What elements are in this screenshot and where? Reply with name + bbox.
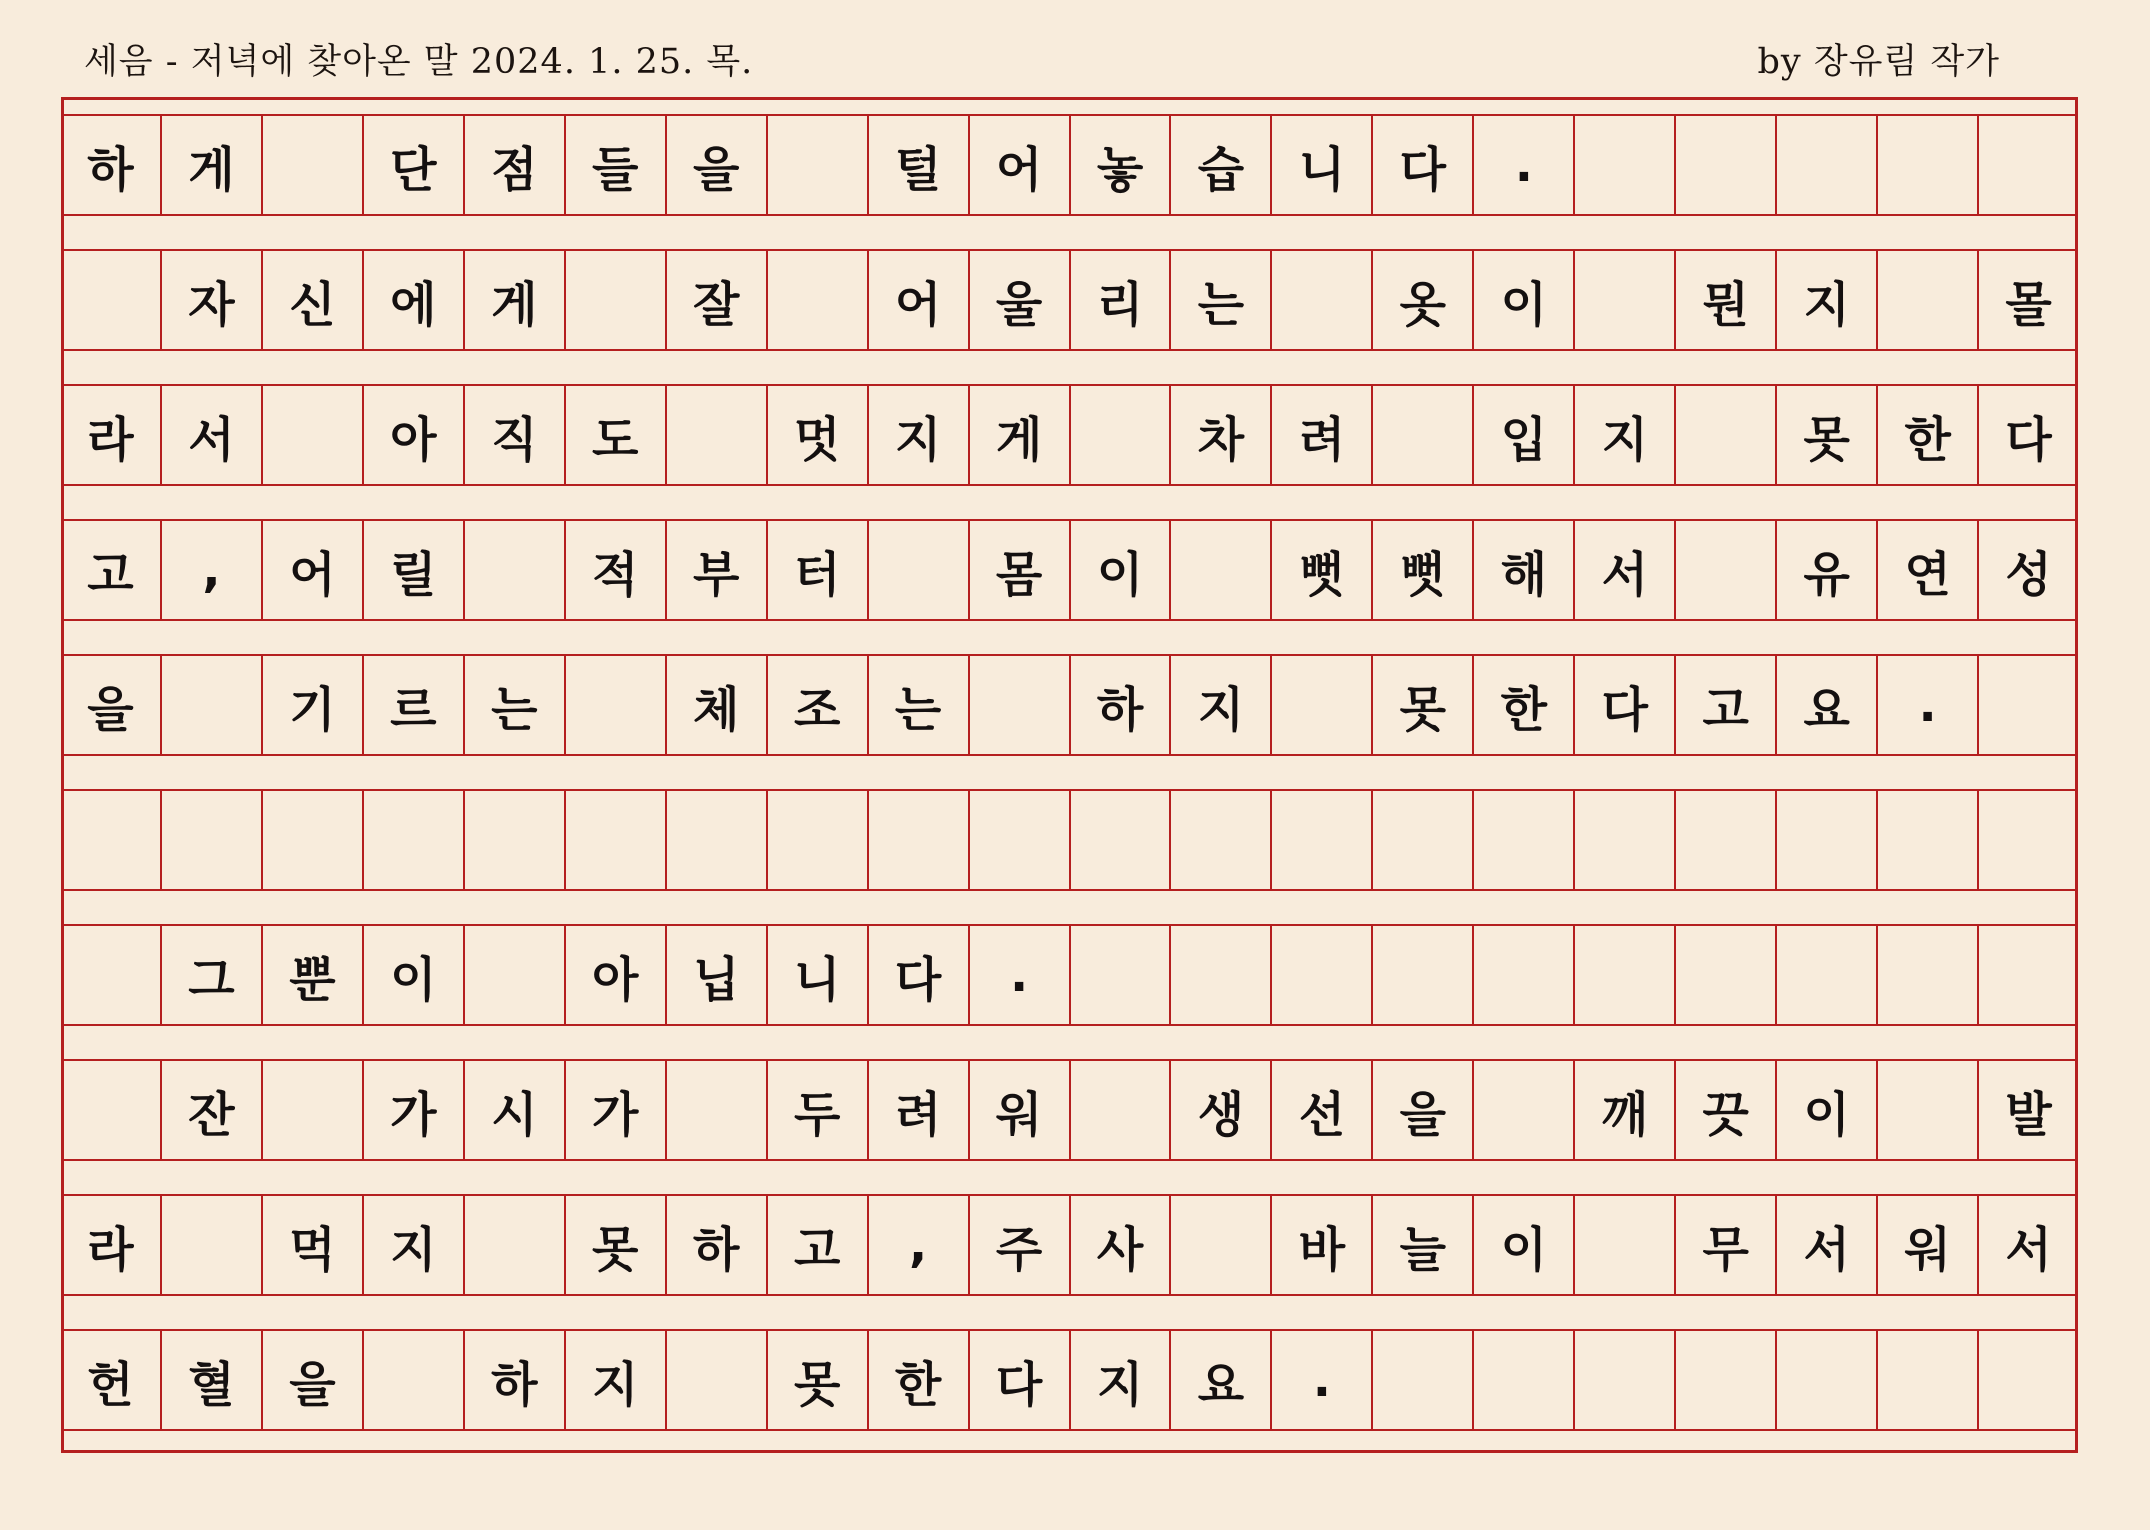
manuscript-cell	[1676, 791, 1777, 889]
manuscript-cell: 잘	[667, 251, 768, 349]
manuscript-cell	[1474, 1331, 1575, 1429]
manuscript-cell	[1575, 791, 1676, 889]
manuscript-cell: 못	[1373, 656, 1474, 754]
manuscript-cell: 못	[566, 1196, 667, 1294]
manuscript-cell	[162, 1196, 263, 1294]
manuscript-cell: 그	[162, 926, 263, 1024]
manuscript-cell: 연	[1878, 521, 1979, 619]
manuscript-cell	[566, 656, 667, 754]
manuscript-cell	[970, 791, 1071, 889]
manuscript-cell: 서	[1575, 521, 1676, 619]
manuscript-cell: 신	[263, 251, 364, 349]
manuscript-cell	[1272, 791, 1373, 889]
manuscript-cell: 을	[61, 656, 162, 754]
manuscript-cell: 서	[1777, 1196, 1878, 1294]
author-credit: by 장유림 작가	[1757, 42, 2000, 82]
manuscript-cell: 는	[869, 656, 970, 754]
manuscript-cell	[1474, 926, 1575, 1024]
manuscript-cell: 뿐	[263, 926, 364, 1024]
manuscript-cell: 직	[465, 386, 566, 484]
manuscript-cell	[162, 791, 263, 889]
manuscript-row	[61, 384, 2078, 486]
manuscript-cell: 어	[869, 251, 970, 349]
manuscript-cell: 라	[61, 386, 162, 484]
manuscript-cell	[1575, 926, 1676, 1024]
manuscript-cell: 터	[768, 521, 869, 619]
manuscript-cell: ,	[162, 521, 263, 619]
manuscript-cell: 라	[61, 1196, 162, 1294]
manuscript-cell	[1171, 926, 1272, 1024]
manuscript-cell: 르	[364, 656, 465, 754]
manuscript-cell: 아	[566, 926, 667, 1024]
manuscript-cell: 을	[667, 116, 768, 214]
manuscript-cell	[1676, 116, 1777, 214]
manuscript-cell: 서	[162, 386, 263, 484]
manuscript-cell: 점	[465, 116, 566, 214]
manuscript-cell: 시	[465, 1061, 566, 1159]
manuscript-cell: 고	[1676, 656, 1777, 754]
manuscript-cell	[1272, 926, 1373, 1024]
manuscript-cell: 늘	[1373, 1196, 1474, 1294]
manuscript-cell: 지	[869, 386, 970, 484]
manuscript-cell: 멋	[768, 386, 869, 484]
manuscript-cell: 뭔	[1676, 251, 1777, 349]
manuscript-cell: 끗	[1676, 1061, 1777, 1159]
manuscript-cell: 다	[1575, 656, 1676, 754]
manuscript-cell: 기	[263, 656, 364, 754]
manuscript-cell	[1676, 386, 1777, 484]
manuscript-cell: 다	[1373, 116, 1474, 214]
manuscript-cell	[1575, 251, 1676, 349]
manuscript-cell: 고	[768, 1196, 869, 1294]
manuscript-cell: 이	[364, 926, 465, 1024]
manuscript-cell	[970, 656, 1071, 754]
manuscript-cell: 에	[364, 251, 465, 349]
manuscript-cell	[263, 1061, 364, 1159]
manuscript-cell: 도	[566, 386, 667, 484]
manuscript-cell: 놓	[1071, 116, 1172, 214]
manuscript-cell: 먹	[263, 1196, 364, 1294]
manuscript-cell	[465, 926, 566, 1024]
manuscript-cell: ,	[869, 1196, 970, 1294]
manuscript-cell: 을	[263, 1331, 364, 1429]
manuscript-row	[61, 1059, 2078, 1161]
manuscript-cell	[1575, 116, 1676, 214]
manuscript-cell	[1979, 656, 2078, 754]
manuscript-cell: 어	[263, 521, 364, 619]
manuscript-row	[61, 1194, 2078, 1296]
manuscript-cell: .	[1272, 1331, 1373, 1429]
manuscript-cell: 워	[1878, 1196, 1979, 1294]
manuscript-cell	[1777, 1331, 1878, 1429]
manuscript-cell	[768, 791, 869, 889]
manuscript-cell	[1373, 791, 1474, 889]
manuscript-cell: 뻣	[1373, 521, 1474, 619]
manuscript-cell	[1777, 791, 1878, 889]
manuscript-cell: 가	[364, 1061, 465, 1159]
manuscript-cell	[768, 251, 869, 349]
manuscript-cell	[1474, 1061, 1575, 1159]
manuscript-cell: 지	[1575, 386, 1676, 484]
manuscript-cell: 입	[1474, 386, 1575, 484]
manuscript-cell	[1171, 1196, 1272, 1294]
manuscript-cell: 성	[2005, 546, 2052, 603]
manuscript-cell	[1979, 116, 2078, 214]
manuscript-cell	[1373, 1331, 1474, 1429]
manuscript-cell: 몰	[2005, 276, 2052, 333]
manuscript-cell: .	[1878, 656, 1979, 754]
manuscript-cell	[61, 791, 162, 889]
manuscript-cell: 자	[162, 251, 263, 349]
manuscript-cell: .	[970, 926, 1071, 1024]
manuscript-cell	[1272, 656, 1373, 754]
manuscript-cell	[566, 791, 667, 889]
manuscript-cell: 이	[1474, 1196, 1575, 1294]
manuscript-cell: 못	[1777, 386, 1878, 484]
manuscript-cell: 지	[1777, 251, 1878, 349]
manuscript-cell: 하	[1071, 656, 1172, 754]
manuscript-cell: 이	[1071, 521, 1172, 619]
manuscript-cell: 차	[1171, 386, 1272, 484]
manuscript-cell: 지	[364, 1196, 465, 1294]
manuscript-cell: 사	[1071, 1196, 1172, 1294]
manuscript-cell: 려	[869, 1061, 970, 1159]
manuscript-cell: 발	[2005, 1086, 2052, 1143]
manuscript-cell	[667, 791, 768, 889]
manuscript-cell: 서	[2005, 1221, 2052, 1278]
manuscript-cell: 털	[869, 116, 970, 214]
manuscript-cell	[61, 926, 162, 1024]
manuscript-cell: 바	[1272, 1196, 1373, 1294]
manuscript-cell	[1474, 791, 1575, 889]
manuscript-cell	[162, 656, 263, 754]
manuscript-cell: 니	[768, 926, 869, 1024]
manuscript-cell	[1979, 926, 2078, 1024]
manuscript-cell	[1272, 251, 1373, 349]
manuscript-cell	[1373, 926, 1474, 1024]
manuscript-cell	[263, 116, 364, 214]
manuscript-row	[61, 519, 2078, 621]
manuscript-cell: 지	[1171, 656, 1272, 754]
manuscript-cell: 게	[970, 386, 1071, 484]
manuscript-cell	[465, 521, 566, 619]
manuscript-cell: .	[1474, 116, 1575, 214]
manuscript-cell	[1373, 386, 1474, 484]
manuscript-cell	[1979, 1331, 2078, 1429]
manuscript-cell	[1071, 386, 1172, 484]
manuscript-cell	[1878, 791, 1979, 889]
manuscript-cell: 못	[768, 1331, 869, 1429]
manuscript-row	[61, 1329, 2078, 1431]
manuscript-cell	[1777, 926, 1878, 1024]
manuscript-cell	[1878, 926, 1979, 1024]
manuscript-cell: 하	[667, 1196, 768, 1294]
manuscript-cell	[1878, 1061, 1979, 1159]
manuscript-cell: 는	[1171, 251, 1272, 349]
manuscript-cell	[1171, 521, 1272, 619]
manuscript-cell	[263, 386, 364, 484]
manuscript-cell	[1979, 791, 2078, 889]
manuscript-cell: 다	[2005, 411, 2052, 468]
manuscript-cell: 리	[1071, 251, 1172, 349]
manuscript-row	[61, 654, 2078, 756]
manuscript-cell	[1575, 1196, 1676, 1294]
manuscript-cell	[1676, 1331, 1777, 1429]
manuscript-cell: 선	[1272, 1061, 1373, 1159]
manuscript-cell: 하	[61, 116, 162, 214]
manuscript-cell	[1676, 521, 1777, 619]
manuscript-cell: 잔	[162, 1061, 263, 1159]
manuscript-cell: 울	[970, 251, 1071, 349]
manuscript-cell: 생	[1171, 1061, 1272, 1159]
manuscript-cell	[869, 791, 970, 889]
manuscript-cell: 게	[162, 116, 263, 214]
manuscript-cell	[1575, 1331, 1676, 1429]
manuscript-cell: 체	[667, 656, 768, 754]
manuscript-cell: 한	[869, 1331, 970, 1429]
manuscript-cell	[1777, 116, 1878, 214]
manuscript-cell: 아	[364, 386, 465, 484]
manuscript-cell	[364, 1331, 465, 1429]
manuscript-cell	[465, 791, 566, 889]
manuscript-cell	[1171, 791, 1272, 889]
manuscript-row	[61, 249, 2078, 351]
manuscript-cell: 몸	[970, 521, 1071, 619]
manuscript-cell: 한	[1474, 656, 1575, 754]
manuscript-cell: 니	[1272, 116, 1373, 214]
manuscript-cell: 다	[869, 926, 970, 1024]
manuscript-cell: 닙	[667, 926, 768, 1024]
manuscript-cell: 게	[465, 251, 566, 349]
manuscript-cell	[364, 791, 465, 889]
manuscript-cell	[1071, 1061, 1172, 1159]
manuscript-cell: 지	[1071, 1331, 1172, 1429]
manuscript-cell: 이	[1474, 251, 1575, 349]
manuscript-cell: 두	[768, 1061, 869, 1159]
manuscript-cell: 이	[1777, 1061, 1878, 1159]
manuscript-cell: 한	[1878, 386, 1979, 484]
manuscript-row	[61, 924, 2078, 1026]
manuscript-cell	[1071, 791, 1172, 889]
manuscript-cell: 요	[1777, 656, 1878, 754]
manuscript-cell: 옷	[1373, 251, 1474, 349]
manuscript-row	[61, 789, 2078, 891]
manuscript-cell: 고	[61, 521, 162, 619]
manuscript-cell: 가	[566, 1061, 667, 1159]
manuscript-cell: 혈	[162, 1331, 263, 1429]
manuscript-cell	[667, 1061, 768, 1159]
manuscript-row	[61, 114, 2078, 216]
manuscript-cell: 단	[364, 116, 465, 214]
manuscript-cell: 적	[566, 521, 667, 619]
manuscript-cell: 워	[970, 1061, 1071, 1159]
manuscript-cell: 해	[1474, 521, 1575, 619]
manuscript-cell: 부	[667, 521, 768, 619]
manuscript-cell: 지	[566, 1331, 667, 1429]
manuscript-cell: 려	[1272, 386, 1373, 484]
manuscript-cell	[61, 251, 162, 349]
manuscript-cell: 습	[1171, 116, 1272, 214]
manuscript-cell	[263, 791, 364, 889]
manuscript-cell: 들	[566, 116, 667, 214]
manuscript-cell: 깨	[1575, 1061, 1676, 1159]
manuscript-cell	[1878, 251, 1979, 349]
manuscript-cell: 헌	[61, 1331, 162, 1429]
manuscript-cell: 어	[970, 116, 1071, 214]
manuscript-cell	[667, 1331, 768, 1429]
manuscript-cell	[465, 1196, 566, 1294]
manuscript-cell: 요	[1171, 1331, 1272, 1429]
manuscript-cell: 무	[1676, 1196, 1777, 1294]
page-header	[84, 34, 2066, 90]
manuscript-cell: 하	[465, 1331, 566, 1429]
manuscript-cell	[1071, 926, 1172, 1024]
manuscript-cell	[667, 386, 768, 484]
manuscript-cell	[566, 251, 667, 349]
manuscript-cell: 유	[1777, 521, 1878, 619]
manuscript-cell: 주	[970, 1196, 1071, 1294]
manuscript-cell	[1676, 926, 1777, 1024]
document-title: 세음 - 저녁에 찾아온 말 2024. 1. 25. 목.	[84, 42, 754, 82]
manuscript-cell: 다	[970, 1331, 1071, 1429]
manuscript-cell: 조	[768, 656, 869, 754]
manuscript-cell	[1878, 1331, 1979, 1429]
manuscript-cell	[768, 116, 869, 214]
manuscript-cell: 을	[1373, 1061, 1474, 1159]
manuscript-cell	[869, 521, 970, 619]
manuscript-cell: 는	[465, 656, 566, 754]
manuscript-cell	[1878, 116, 1979, 214]
manuscript-cell: 릴	[364, 521, 465, 619]
manuscript-cell: 뻣	[1272, 521, 1373, 619]
manuscript-cell	[61, 1061, 162, 1159]
